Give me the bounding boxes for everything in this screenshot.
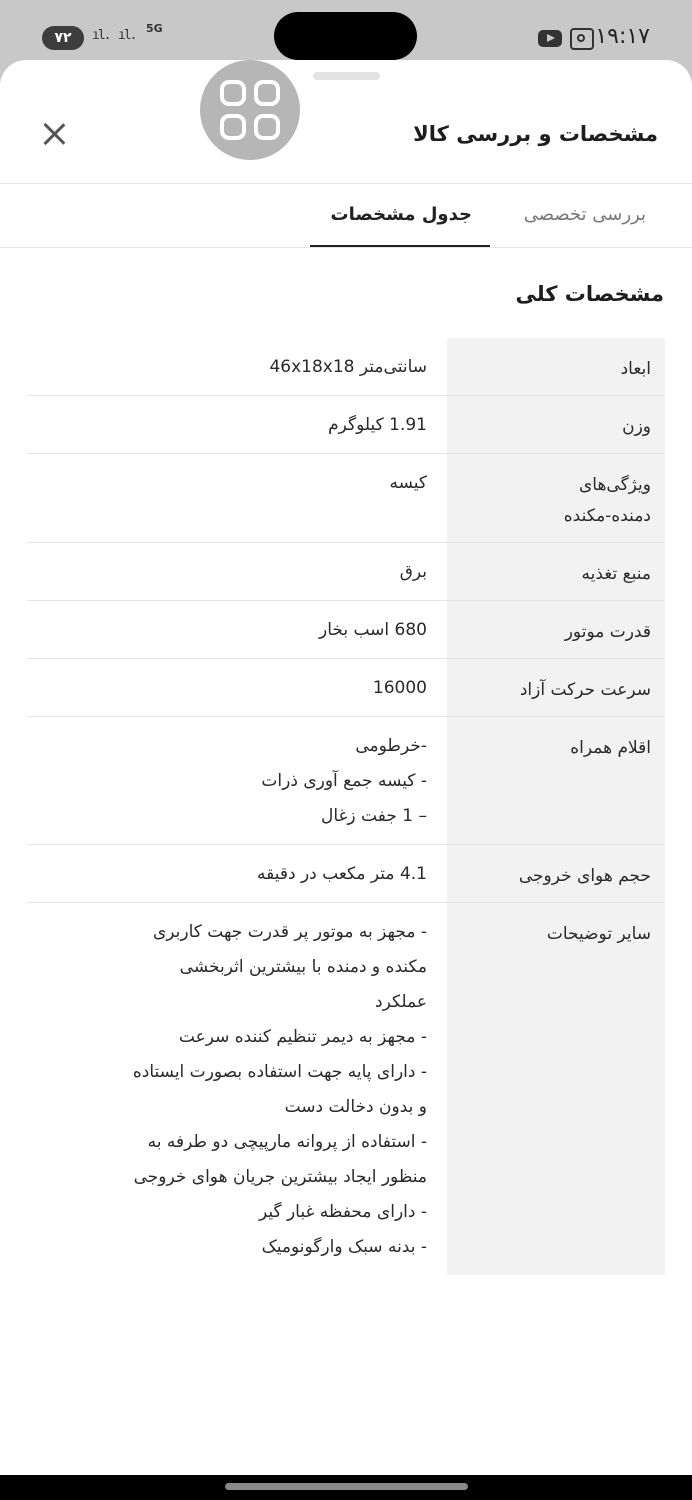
spec-key-line: حجم هوای خروجی — [518, 866, 651, 886]
signal-icon: ıl. — [92, 28, 110, 43]
spec-value-line: 680 اسب بخار — [318, 620, 427, 640]
signal-icon-secondary: ıl. — [118, 28, 136, 43]
spec-value — [27, 601, 447, 658]
spec-key — [447, 454, 665, 542]
sheet-header — [0, 100, 692, 184]
spec-value — [27, 543, 447, 600]
spec-key-line: ابعاد — [620, 359, 651, 379]
section-title: مشخصات کلی — [515, 282, 664, 306]
spec-key — [447, 717, 665, 844]
spec-value — [27, 396, 447, 453]
spec-key-line: قدرت موتور — [564, 622, 651, 642]
spec-value-line: 1.91 کیلوگرم — [328, 415, 427, 435]
spec-value-line: - بدنه سبک وارگونومیک — [261, 1237, 427, 1257]
bottom-sheet — [0, 60, 692, 1475]
tab-bar — [0, 184, 692, 248]
spec-value — [27, 659, 447, 716]
spec-key — [447, 338, 665, 395]
spec-value-line: - مجهز به دیمر تنظیم کننده سرعت — [178, 1027, 427, 1047]
spec-value-line: 4.1 متر مکعب در دقیقه — [257, 864, 427, 884]
spec-value-line: منظور ایجاد بیشترین جریان هوای خروجی — [133, 1167, 427, 1187]
spec-row — [27, 659, 665, 717]
spec-value-line: مکنده و دمنده با بیشترین اثربخشی — [179, 957, 427, 977]
active-tab-indicator — [310, 245, 490, 247]
grab-handle[interactable] — [313, 72, 380, 80]
spec-value-line: -خرطومی — [355, 736, 427, 756]
spec-row — [27, 396, 665, 454]
spec-value-line: - مجهز به موتور پر قدرت جهت کاربری — [152, 922, 427, 942]
spec-row — [27, 903, 665, 1275]
spec-value-line: - دارای محفظه غبار گیر — [258, 1202, 427, 1222]
spec-row — [27, 454, 665, 543]
tab-specifications[interactable]: جدول مشخصات — [330, 204, 472, 225]
spec-value-line: 16000 — [372, 678, 427, 698]
spec-value-line: و بدون دخالت دست — [284, 1097, 427, 1117]
spec-value — [27, 845, 447, 902]
spec-key-line: منبع تغذیه — [581, 564, 651, 584]
spec-value-line: کیسه — [389, 473, 427, 493]
clock: ۱۹:۱۷ — [595, 24, 650, 49]
spec-value — [27, 717, 447, 844]
spec-key — [447, 903, 665, 1275]
close-icon[interactable] — [38, 118, 70, 150]
spec-key-line: سایر توضیحات — [546, 924, 651, 944]
tab-expert-review[interactable]: بررسی تخصصی — [523, 204, 646, 225]
spec-key — [447, 601, 665, 658]
spec-value — [27, 338, 447, 395]
spec-key-line: دمنده-مکنده — [563, 506, 651, 526]
spec-key — [447, 659, 665, 716]
screen-record-icon — [570, 28, 594, 50]
spec-value-line: برق — [399, 562, 427, 582]
battery-indicator: ۷۲ — [42, 26, 84, 50]
sheet-title: مشخصات و بررسی کالا — [413, 122, 658, 146]
home-indicator[interactable] — [225, 1483, 468, 1490]
spec-key — [447, 845, 665, 902]
spec-value-line: سانتی‌متر 46x18x18 — [269, 357, 427, 377]
spec-key-line: ویژگی‌های — [578, 475, 651, 495]
spec-value — [27, 903, 447, 1275]
spec-key-line: سرعت حرکت آزاد — [519, 680, 651, 700]
spec-value-line: – 1 جفت زغال — [321, 806, 427, 826]
spec-key — [447, 543, 665, 600]
spec-key-line: اقلام همراه — [570, 738, 651, 758]
spec-table — [27, 338, 665, 1275]
spec-key — [447, 396, 665, 453]
network-type: 5G — [146, 22, 163, 35]
spec-row — [27, 601, 665, 659]
spec-value — [27, 454, 447, 542]
spec-row — [27, 338, 665, 396]
spec-row — [27, 717, 665, 845]
spec-value-line: - کیسه جمع آوری ذرات — [261, 771, 427, 791]
youtube-icon — [538, 30, 562, 47]
spec-key-line: وزن — [622, 417, 651, 437]
spec-value-line: - دارای پایه جهت استفاده بصورت ایستاده — [132, 1062, 427, 1082]
spec-row — [27, 845, 665, 903]
spec-row — [27, 543, 665, 601]
spec-value-line: - استفاده از پروانه مارپیچی دو طرفه به — [147, 1132, 427, 1152]
camera-notch — [274, 12, 417, 60]
spec-value-line: عملکرد — [375, 992, 427, 1012]
